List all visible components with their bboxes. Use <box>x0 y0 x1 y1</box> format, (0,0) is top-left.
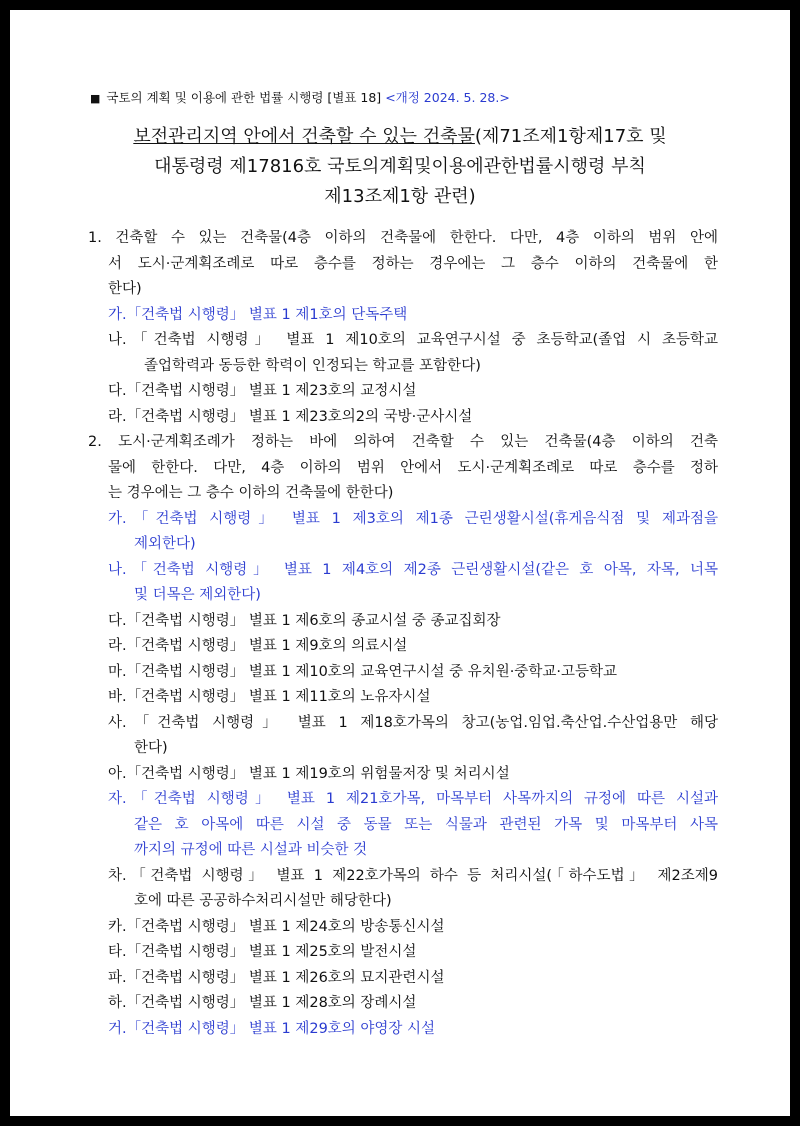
header-text: 국토의 계획 및 이용에 관한 법률 시행령 [별표 18] <box>106 90 382 105</box>
list-item: 차.「건축법 시행령」 별표 1 제22호가목의 하수 등 처리시설(「하수도법」 제2조제9 <box>108 867 718 884</box>
section-heading-line: 서 도시·군계획조례로 따로 층수를 정하는 경우에는 그 층수 이하의 건축물에 한 <box>108 255 718 272</box>
list-item-continuation: 제외한다) <box>134 536 196 552</box>
title-underlined: 보전관리지역 안에서 건축할 수 있는 건축물 <box>133 126 475 147</box>
list-item: 파.「건축법 시행령」 별표 1 제26호의 묘지관련시설 <box>108 969 445 986</box>
list-item-continuation: 같은 호 아목에 따른 시설 중 동물 또는 식물과 관련된 가목 및 마목부터 사목 <box>134 816 718 833</box>
document-title <box>50 122 750 212</box>
list-item-continuation: 및 더목은 제외한다) <box>134 587 261 603</box>
section-heading-line: 한다) <box>108 281 142 297</box>
list-item: 나.「건축법 시행령」 별표 1 제10호의 교육연구시설 중 초등학교(졸업 시 초등학교 <box>108 332 718 348</box>
list-item: 타.「건축법 시행령」 별표 1 제25호의 발전시설 <box>108 944 417 960</box>
list-item: 라.「건축법 시행령」 별표 1 제9호의 의료시설 <box>108 638 408 654</box>
list-item-continuation: 호에 따른 공공하수처리시설만 해당한다) <box>134 893 392 909</box>
title-line3: 제13조제1항 관련) <box>324 186 476 207</box>
title-line2: 대통령령 제17816호 국토의계획및이용에관한법률시행령 부칙 <box>154 156 646 177</box>
list-item: 카.「건축법 시행령」 별표 1 제24호의 방송통신시설 <box>108 918 445 935</box>
list-item: 거.「건축법 시행령」 별표 1 제29호의 야영장 시설 <box>108 1020 436 1037</box>
list-item-continuation: 한다) <box>134 740 168 756</box>
list-item: 나.「건축법 시행령」 별표 1 제4호의 제2종 근린생활시설(같은 호 아목, 자목, 너목 <box>108 561 718 578</box>
list-item: 바.「건축법 시행령」 별표 1 제11호의 노유자시설 <box>108 689 431 705</box>
list-item: 자.「건축법 시행령」 별표 1 제21호가목, 마목부터 사목까지의 규정에 따른 시설과 <box>108 791 718 807</box>
bullet-square-icon: ■ <box>90 92 101 105</box>
title-line1-rest: (제71조제1항제17호 및 <box>474 126 667 147</box>
list-item-continuation: 졸업학력과 동등한 학력이 인정되는 학교를 포함한다) <box>144 357 481 374</box>
document-page <box>10 10 790 1116</box>
document-body <box>88 226 718 1042</box>
list-item: 가.「건축법 시행령」 별표 1 제3호의 제1종 근린생활시설(휴게음식점 및 제과점을 <box>108 510 718 527</box>
list-item: 다.「건축법 시행령」 별표 1 제6호의 종교시설 중 종교집회장 <box>108 612 501 629</box>
section-heading-line: 2. 도시·군계획조례가 정하는 바에 의하여 건축할 수 있는 건축물(4층 이하의 건축 <box>88 434 718 450</box>
list-item: 아.「건축법 시행령」 별표 1 제19호의 위험물저장 및 처리시설 <box>108 765 510 782</box>
section-2 <box>88 430 718 1042</box>
section-heading-line: 는 경우에는 그 층수 이하의 건축물에 한한다) <box>108 485 394 501</box>
list-item: 마.「건축법 시행령」 별표 1 제10호의 교육연구시설 중 유치원·중학교·고등학교 <box>108 663 617 680</box>
document-header <box>90 88 510 106</box>
amendment-link[interactable]: <개정 2024. 5. 28.> <box>385 90 510 105</box>
list-item: 가.「건축법 시행령」 별표 1 제1호의 단독주택 <box>108 306 408 323</box>
list-item: 라.「건축법 시행령」 별표 1 제23호의2의 국방·군사시설 <box>108 408 473 425</box>
section-heading-line: 1. 건축할 수 있는 건축물(4층 이하의 건축물에 한한다. 다만, 4층 이하의 범위 안에 <box>88 230 718 246</box>
list-item: 다.「건축법 시행령」 별표 1 제23호의 교정시설 <box>108 383 417 399</box>
section-heading-line: 물에 한한다. 다만, 4층 이하의 범위 안에서 도시·군계획조례로 따로 층수를 정하 <box>108 459 718 476</box>
list-item: 하.「건축법 시행령」 별표 1 제28호의 장례시설 <box>108 995 417 1011</box>
list-item: 사.「건축법 시행령」 별표 1 제18호가목의 창고(농업.임업.축산업.수산업용만 해당 <box>108 714 718 731</box>
list-item-continuation: 까지의 규정에 따른 시설과 비슷한 것 <box>134 842 368 858</box>
section-1 <box>88 226 718 430</box>
